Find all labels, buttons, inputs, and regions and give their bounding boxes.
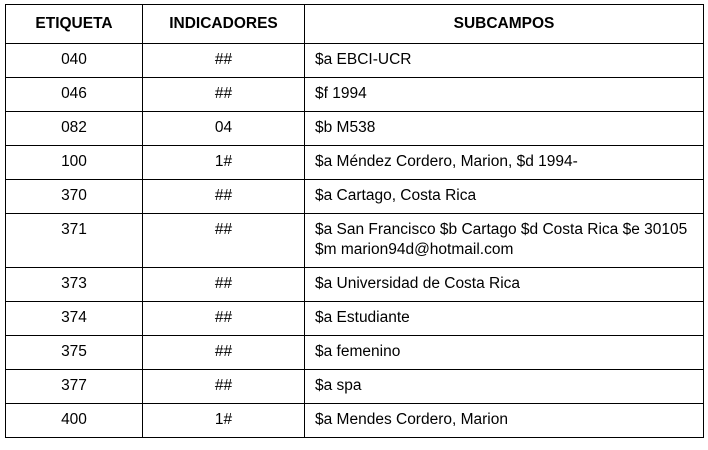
- header-subcampos: SUBCAMPOS: [305, 5, 704, 44]
- etiqueta-cell: 082: [6, 112, 143, 146]
- subcampos-cell: $a Estudiante: [305, 302, 704, 336]
- table-row: [6, 44, 704, 78]
- etiqueta-cell: 373: [6, 268, 143, 302]
- indicadores-cell: ##: [143, 370, 305, 404]
- subcampos-cell: $a femenino: [305, 336, 704, 370]
- indicadores-cell: ##: [143, 78, 305, 112]
- subcampos-cell: $a spa: [305, 370, 704, 404]
- indicadores-cell: 1#: [143, 404, 305, 438]
- table-row: [6, 112, 704, 146]
- subcampos-cell: $a San Francisco $b Cartago $d Costa Rica $e 30105 $m marion94d@hotmail.com: [305, 214, 704, 268]
- header-etiqueta: ETIQUETA: [6, 5, 143, 44]
- etiqueta-cell: 040: [6, 44, 143, 78]
- table-row: [6, 302, 704, 336]
- subcampos-cell: $b M538: [305, 112, 704, 146]
- table-row: [6, 370, 704, 404]
- etiqueta-cell: 371: [6, 214, 143, 268]
- table-row: [6, 404, 704, 438]
- subcampos-cell: $a Mendes Cordero, Marion: [305, 404, 704, 438]
- etiqueta-cell: 046: [6, 78, 143, 112]
- header-indicadores: INDICADORES: [143, 5, 305, 44]
- indicadores-cell: ##: [143, 214, 305, 268]
- indicadores-cell: ##: [143, 336, 305, 370]
- table-row: [6, 146, 704, 180]
- subcampos-cell: $a EBCI-UCR: [305, 44, 704, 78]
- etiqueta-cell: 370: [6, 180, 143, 214]
- table-row: [6, 336, 704, 370]
- subcampos-cell: $a Méndez Cordero, Marion, $d 1994-: [305, 146, 704, 180]
- etiqueta-cell: 374: [6, 302, 143, 336]
- etiqueta-cell: 100: [6, 146, 143, 180]
- table-row: [6, 180, 704, 214]
- etiqueta-cell: 400: [6, 404, 143, 438]
- indicadores-cell: 1#: [143, 146, 305, 180]
- indicadores-cell: ##: [143, 302, 305, 336]
- indicadores-cell: ##: [143, 268, 305, 302]
- table-row: [6, 214, 704, 268]
- etiqueta-cell: 375: [6, 336, 143, 370]
- subcampos-cell: $a Cartago, Costa Rica: [305, 180, 704, 214]
- marc-fields-table: [5, 4, 704, 438]
- etiqueta-cell: 377: [6, 370, 143, 404]
- indicadores-cell: ##: [143, 180, 305, 214]
- table-row: [6, 78, 704, 112]
- marc-record-container: [5, 4, 704, 438]
- indicadores-cell: ##: [143, 44, 305, 78]
- indicadores-cell: 04: [143, 112, 305, 146]
- subcampos-cell: $f 1994: [305, 78, 704, 112]
- table-row: [6, 268, 704, 302]
- table-header-row: [6, 5, 704, 44]
- subcampos-cell: $a Universidad de Costa Rica: [305, 268, 704, 302]
